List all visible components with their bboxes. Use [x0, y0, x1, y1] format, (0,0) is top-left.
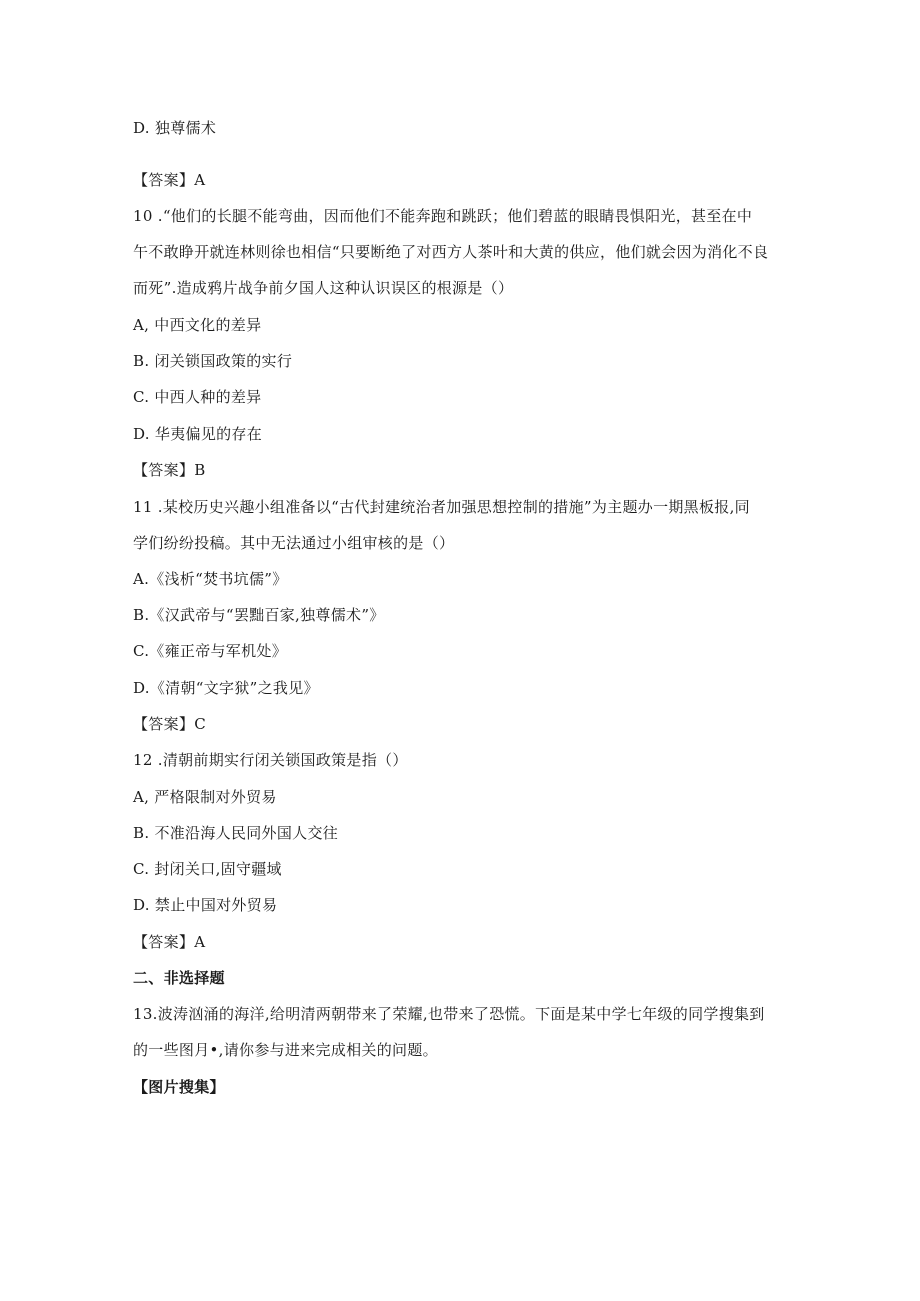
q12-stem: 12 .清朝前期实行闭关锁国政策是指（） — [133, 751, 408, 769]
q12-option-b: B. 不准沿海人民同外国人交往 — [133, 824, 339, 842]
q11-stem-line-1: 11 .某校历史兴趣小组准备以“古代封建统治者加强思想控制的措施”为主题办一期黑板报,同 — [133, 498, 750, 516]
q11-option-c: C.《雍正帝与军机处》 — [133, 642, 288, 660]
q11-option-d: D.《清朝“文字狱”之我见》 — [133, 679, 319, 697]
q12-option-a: A, 严格限制对外贸易 — [133, 788, 277, 806]
q12-answer: 【答案】A — [133, 933, 206, 951]
q11-stem-line-2: 学们纷纷投稿。其中无法通过小组审核的是（） — [133, 534, 455, 552]
q10-option-a: A, 中西文化的差异 — [133, 316, 262, 334]
q10-option-c: C. 中西人种的差异 — [133, 388, 262, 406]
picture-collection-subheading: 【图片搜集】 — [133, 1078, 225, 1096]
q11-option-a: A.《浅析“焚书坑儒”》 — [133, 570, 288, 588]
q9-answer: 【答案】A — [133, 171, 206, 189]
section-heading: 二、非选择题 — [133, 969, 225, 987]
q10-answer: 【答案】B — [133, 461, 206, 479]
q12-option-d: D. 禁止中国对外贸易 — [133, 896, 278, 914]
q12-option-c: C. 封闭关口,固守疆域 — [133, 860, 282, 878]
q10-stem-line-1: 10 .“他们的长腿不能弯曲，因而他们不能奔跑和跳跃；他们碧蓝的眼睛畏惧阳光，甚至在中 — [133, 207, 753, 225]
q13-stem-line-1: 13.波涛汹涌的海洋,给明清两朝带来了荣耀,也带来了恐慌。下面是某中学七年级的同学搜集到 — [133, 1005, 765, 1023]
q10-option-b: B. 闭关锁国政策的实行 — [133, 352, 293, 370]
q11-option-b: B.《汉武帝与“罢黜百家,独尊儒术”》 — [133, 606, 385, 624]
q10-option-d: D. 华夷偏见的存在 — [133, 425, 263, 443]
q10-stem-line-2: 午不敢睁开就连林则徐也相信“只要断绝了对西方人茶叶和大黄的供应，他们就会因为消化不良 — [133, 243, 769, 261]
q9-option-d: D. 独尊儒术 — [133, 119, 217, 137]
q13-stem-line-2: 的一些图月•,请你参与进来完成相关的问题。 — [133, 1041, 438, 1059]
q10-stem-line-3: 而死”.造成鸦片战争前夕国人这种认识误区的根源是（） — [133, 279, 514, 297]
q11-answer: 【答案】C — [133, 715, 206, 733]
